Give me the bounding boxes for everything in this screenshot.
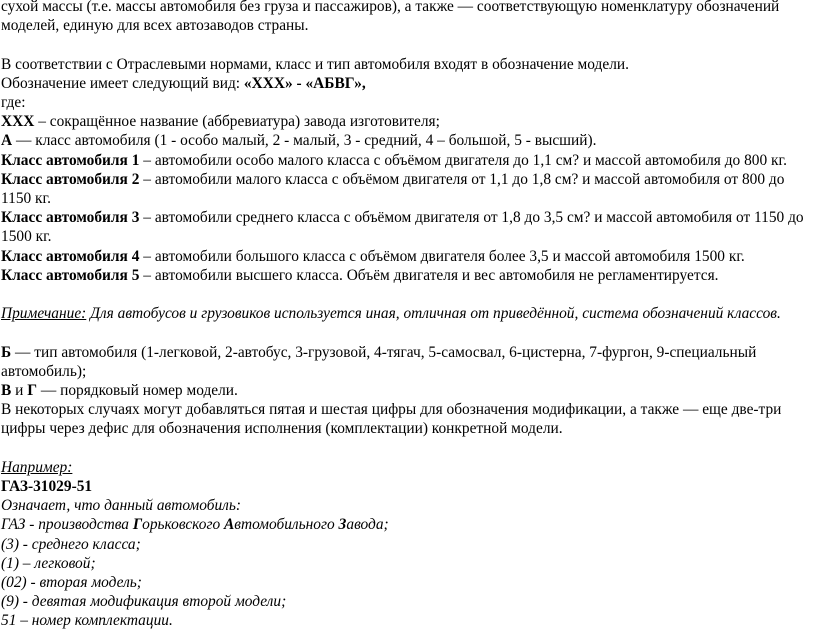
a-term: А <box>1 132 13 150</box>
class-definition-2 <box>1 170 811 208</box>
b-term: Б <box>1 343 12 361</box>
example-line-type <box>1 554 811 573</box>
example-means-line <box>1 496 811 515</box>
paragraph-gap <box>1 285 811 304</box>
g-letter: Г <box>132 516 143 534</box>
vg-definition <box>1 381 811 400</box>
class-definition-5 <box>1 266 811 285</box>
class-definition-4 <box>1 247 811 266</box>
class-desc: – автомобили особо малого класса с объёмом двигателя до 1,1 см? и массой автомобиля до 800 кг. <box>139 151 787 169</box>
paragraph-gap <box>1 323 811 342</box>
class-term: Класс автомобиля 3 <box>1 209 140 227</box>
z-letter: З <box>338 516 347 534</box>
format-prefix: Обозначение имеет следующий вид: <box>1 74 244 92</box>
note-label: Примечание: <box>1 305 87 323</box>
note-text: Для автобусов и грузовиков используется иная, отличная от приведённой, система обозначений классов. <box>86 305 781 323</box>
b-definition <box>1 343 811 381</box>
norms-paragraph <box>1 55 811 74</box>
paragraph-gap <box>1 439 811 458</box>
example-model-line <box>1 477 811 496</box>
document-body <box>1 0 811 631</box>
xxx-definition <box>1 112 811 131</box>
where-text: где: <box>1 94 26 111</box>
xxx-term: XXX <box>1 113 35 131</box>
example-line-modification <box>1 592 811 611</box>
paragraph-gap <box>1 35 811 54</box>
gaz-prefix: ГАЗ - производства <box>1 516 133 534</box>
class-term: Класс автомобиля 2 <box>1 170 140 188</box>
modifications-paragraph <box>1 400 811 438</box>
a-rest: втомобильного <box>234 516 339 534</box>
format-line <box>1 74 811 93</box>
a-letter: А <box>224 516 235 534</box>
class-desc: – автомобили большого класса с объёмом двигателя более 3,5 и массой автомобиля 1500 кг. <box>139 247 745 265</box>
norms-text: В соответствии с Отраслевыми нормами, класс и тип автомобиля входят в обозначение модели. <box>1 55 629 73</box>
example-line-model <box>1 573 811 592</box>
example-gaz-line <box>1 515 811 534</box>
class-definition-3 <box>1 208 811 246</box>
a-desc: — класс автомобиля (1 - особо малый, 2 - малый, 3 - средний, 4 – большой, 5 - высший). <box>12 132 597 150</box>
example-label: Например: <box>1 458 73 476</box>
class-term: Класс автомобиля 1 <box>1 151 140 169</box>
and-word: и <box>11 382 28 400</box>
class-desc: – автомобили среднего класса с объёмом двигателя от 1,8 до 3,5 см? и массой автомобиля от 1150 до 1500 кг. <box>1 209 804 246</box>
note-paragraph <box>1 304 811 323</box>
class-definition-1 <box>1 151 811 170</box>
intro-text: сухой массы (т.е. массы автомобиля без груза и пассажиров), а также — соответствующую номенклатуру обозначений моделей, единую для всех автозаводов страны. <box>1 0 780 35</box>
example-line-text: 51 – номер комплектации. <box>1 612 173 630</box>
modifications-text: В некоторых случаях могут добавляться пятая и шестая цифры для обозначения модификации, а также — еще две-три цифры через дефис для обозначения исполнения (комплектации) конкретной модели. <box>1 401 782 438</box>
z-rest: авода; <box>346 516 389 534</box>
where-line <box>1 93 811 112</box>
v-term: В <box>1 382 12 400</box>
format-value: «XXX» - «АБВГ», <box>243 74 366 92</box>
example-model: ГАЗ-31029-51 <box>1 478 93 496</box>
example-line-class <box>1 535 811 554</box>
class-term: Класс автомобиля 5 <box>1 266 140 284</box>
g-rest: орьковского <box>142 516 225 534</box>
vg-desc: — порядковый номер модели. <box>37 382 238 400</box>
intro-paragraph <box>1 0 811 35</box>
a-definition <box>1 131 811 150</box>
class-term: Класс автомобиля 4 <box>1 247 140 265</box>
example-means: Означает, что данный автомобиль: <box>1 497 242 515</box>
g-term: Г <box>27 382 37 400</box>
b-desc: — тип автомобиля (1-легковой, 2-автобус, 3-грузовой, 4-тягач, 5-самосвал, 6-цистерна, 7-фургон, 9-специальный автомобиль); <box>1 343 757 380</box>
example-line-text: (3) - среднего класса; <box>1 535 141 553</box>
example-label-line <box>1 458 811 477</box>
class-desc: – автомобили высшего класса. Объём двигателя и вес автомобиля не регламентируется. <box>139 266 719 284</box>
xxx-desc: – сокращённое название (аббревиатура) завода изготовителя; <box>34 113 440 131</box>
example-line-text: (02) - вторая модель; <box>1 574 142 592</box>
example-line-configuration <box>1 611 811 630</box>
example-line-text: (9) - девятая модификация второй модели; <box>1 593 287 611</box>
class-desc: – автомобили малого класса с объёмом двигателя от 1,1 до 1,8 см? и массой автомобиля от 800 до 1150 кг. <box>1 170 785 208</box>
example-line-text: (1) – легковой; <box>1 554 96 572</box>
